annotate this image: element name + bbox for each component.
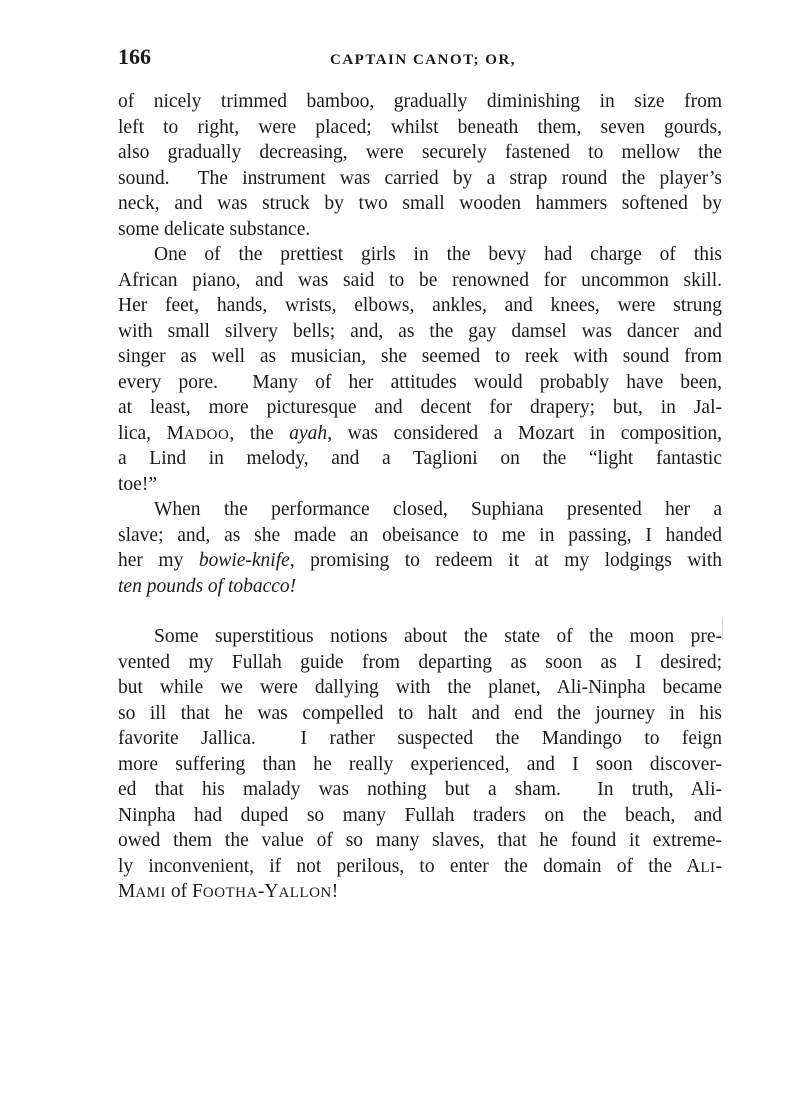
paragraph (118, 89, 722, 242)
paragraph (118, 497, 722, 599)
text-line: vented my Fullah guide from departing as soon as I desired; (118, 651, 722, 673)
running-title: CAPTAIN CANOT; OR, (330, 52, 517, 68)
text-line: left to right, were placed; whilst beneath them, seven gourds, (118, 116, 722, 138)
text-line: ed that his malady was nothing but a sham. In truth, Ali- (118, 779, 722, 800)
text-line: African piano, and was said to be renowned for uncommon skill. (118, 269, 722, 291)
text-line: every pore. Many of her attitudes would probably have been, (118, 371, 722, 393)
text-line: favorite Jallica. I rather suspected the Mandingo to feign (118, 728, 722, 749)
text-line: MAMI of FOOTHA-YALLON! (118, 881, 339, 902)
text-line: owed them the value of so many slaves, that he found it extreme- (118, 830, 722, 851)
text-line: toe!” (118, 473, 157, 495)
text-line: Ninpha had duped so many Fullah traders on the beach, and (118, 804, 722, 826)
page-number: 166 (118, 44, 151, 69)
section-break (118, 599, 722, 624)
text-line: at least, more picturesque and decent for drapery; but, in Jal- (118, 397, 722, 418)
paragraph (118, 624, 722, 905)
text-line: neck, and was struck by two small wooden hammers softened by (118, 193, 722, 214)
text-line: her my bowie-knife, promising to redeem it at my lodgings with (118, 550, 722, 571)
text-line: more suffering than he really experienced, and I soon discover- (118, 753, 722, 775)
text-line: When the performance closed, Suphiana presented her a (154, 499, 722, 520)
text-line: singer as well as musician, she seemed to reek with sound from (118, 346, 722, 367)
text-line: One of the prettiest girls in the bevy had charge of this (154, 244, 722, 265)
text-line: also gradually decreasing, were securely fastened to mellow the (118, 142, 722, 163)
text-line: but while we were dallying with the planet, Ali-Ninpha became (118, 677, 722, 698)
text-line: some delicate substance. (118, 218, 311, 240)
text-line: ten pounds of tobacco! (118, 575, 297, 597)
page-body (118, 89, 722, 905)
text-line: ly inconvenient, if not perilous, to enter the domain of the ALI- (118, 855, 722, 877)
text-line: of nicely trimmed bamboo, gradually diminishing in size from (118, 91, 722, 112)
text-line: a Lind in melody, and a Taglioni on the “light fantastic (118, 448, 722, 469)
text-line: slave; and, as she made an obeisance to me in passing, I handed (118, 524, 722, 546)
page-header (118, 44, 722, 78)
paragraph (118, 242, 722, 497)
text-line: so ill that he was compelled to halt and end the journey in his (118, 702, 722, 724)
text-line: Some superstitious notions about the state of the moon pre- (154, 626, 722, 647)
text-line: lica, MADOO, the ayah, was considered a Mozart in composition, (118, 422, 722, 444)
text-line: Her feet, hands, wrists, elbows, ankles, and knees, were strung (118, 295, 722, 316)
text-line: with small silvery bells; and, as the gay damsel was dancer and (118, 320, 722, 342)
margin-mark (722, 618, 723, 640)
text-line: sound. The instrument was carried by a strap round the player’s (118, 167, 722, 189)
